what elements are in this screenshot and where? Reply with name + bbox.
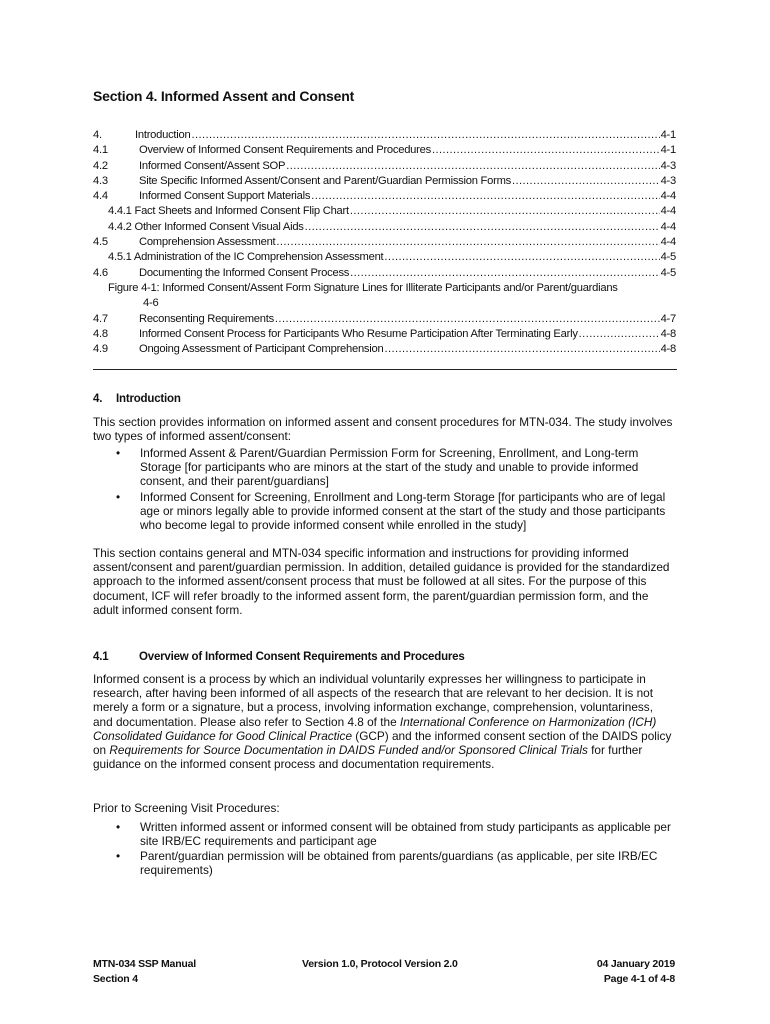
toc-title: 4.4.1 Fact Sheets and Informed Consent Flip Chart — [108, 205, 349, 218]
toc-entry[interactable] — [93, 250, 676, 265]
toc-entry[interactable] — [93, 128, 676, 143]
toc-leader — [350, 266, 659, 281]
section-title: Section 4. Informed Assent and Consent — [93, 88, 355, 104]
toc-title: 4.5.1 Administration of the IC Comprehension Assessment — [108, 251, 384, 264]
daids-policy-title: Requirements for Source Documentation in DAIDS Funded and/or Sponsored Clinical Trials — [109, 743, 588, 758]
footer-right — [597, 957, 675, 986]
toc-leader — [432, 143, 660, 158]
toc-page: 4-1 — [660, 129, 676, 141]
toc-divider — [93, 369, 677, 370]
toc-page: 4-1 — [660, 144, 676, 157]
toc-entry[interactable] — [93, 204, 676, 219]
toc-entry[interactable] — [93, 235, 676, 250]
footer-section: Section 4 — [93, 972, 138, 985]
list-item-text: Parent/guardian permission will be obtained from parents/guardians (as applicable, per site IRB/EC requirements) — [140, 849, 658, 878]
list-item — [116, 849, 672, 877]
paragraph-text: for further guidance on the informed consent process and documentation requirements. — [93, 743, 643, 772]
toc-title: 4.4.2 Other Informed Consent Visual Aids — [108, 220, 304, 233]
footer-manual: MTN-034 SSP Manual — [93, 958, 196, 970]
heading-text: Overview of Informed Consent Requirements and Procedures — [139, 651, 465, 663]
toc-leader — [350, 204, 660, 219]
toc-page: 4-4 — [660, 236, 676, 249]
toc-leader — [305, 220, 660, 235]
toc-entry[interactable] — [93, 189, 676, 204]
toc-page: 4-7 — [660, 312, 676, 325]
toc-leader — [191, 128, 659, 143]
toc-entry[interactable] — [93, 143, 676, 158]
toc-title: Ongoing Assessment of Participant Comprehension — [139, 343, 384, 356]
toc-entry[interactable] — [93, 174, 676, 189]
toc-entry[interactable] — [93, 342, 676, 357]
list-item-text: Informed Assent & Parent/Guardian Permission Form for Screening, Enrollment, and Long-term Storage [for participants who are minors at the start of the study and unable to provide informed consent, and their parent/guardians] — [140, 446, 639, 489]
heading-text: Introduction — [116, 393, 181, 405]
toc-title: Site Specific Informed Assent/Consent and Parent/Guardian Permission Forms — [139, 174, 512, 187]
table-of-contents — [93, 128, 676, 357]
paragraph-text: (GCP) and the informed consent section of the DAIDS policy on — [93, 728, 672, 758]
list-item-text: Written informed assent or informed consent will be obtained from study participants as applicable per site IRB/EC requirements and participant age — [140, 820, 671, 849]
overview-paragraph — [93, 672, 673, 771]
toc-leader — [384, 250, 659, 265]
list-item — [116, 820, 672, 848]
toc-number: 4.5 — [93, 236, 108, 249]
toc-page: 4-4 — [660, 220, 676, 233]
toc-page: 4-4 — [660, 190, 676, 203]
toc-entry[interactable] — [93, 220, 676, 235]
toc-number: 4.2 — [93, 159, 108, 172]
bullet-icon: • — [116, 820, 121, 834]
toc-title: Reconsenting Requirements — [139, 312, 274, 325]
toc-leader — [276, 235, 659, 250]
toc-entry[interactable] — [93, 159, 676, 174]
toc-figure-entry[interactable] — [93, 281, 676, 296]
toc-number: 4.7 — [93, 312, 108, 325]
toc-number: 4.3 — [93, 174, 108, 187]
prior-screening-label: Prior to Screening Visit Procedures: — [93, 801, 280, 815]
toc-title: Informed Consent Support Materials — [139, 190, 311, 203]
heading-number: 4. — [93, 393, 103, 405]
toc-entry[interactable] — [93, 266, 676, 281]
toc-number: 4. — [93, 129, 102, 141]
bullet-icon: • — [116, 446, 121, 460]
toc-title: Comprehension Assessment — [139, 236, 276, 249]
footer-page-number: Page 4-1 of 4-8 — [603, 972, 675, 985]
footer-date: 04 January 2019 — [596, 958, 675, 970]
list-item — [116, 490, 672, 533]
toc-entry[interactable] — [93, 312, 676, 327]
ich-gcp-title: International Conference on Harmonization (ICH) Consolidated Guidance for Good Clinical Practice — [93, 714, 657, 743]
toc-page: 4-6 — [143, 297, 159, 310]
list-item-text: Informed Consent for Screening, Enrollment and Long-term Storage [for participants who are of legal age or minors legally able to provide informed consent at the start of the study and those participants who become legal to provide informed consent while enrolled in the study] — [140, 490, 666, 533]
toc-leader — [275, 312, 660, 327]
toc-page: 4-5 — [660, 266, 676, 279]
bullet-icon: • — [116, 849, 121, 863]
toc-number: 4.4 — [93, 190, 108, 203]
toc-number: 4.9 — [93, 343, 108, 356]
toc-title: Documenting the Informed Consent Process — [139, 266, 350, 279]
bullet-icon: • — [116, 490, 121, 504]
heading-number: 4.1 — [93, 651, 109, 663]
toc-entry[interactable] — [93, 327, 676, 342]
toc-number: 4.8 — [93, 327, 108, 340]
toc-title: Overview of Informed Consent Requirements and Procedures — [139, 144, 431, 157]
intro-heading — [93, 393, 181, 405]
footer-version: Version 1.0, Protocol Version 2.0 — [302, 958, 458, 970]
footer-left — [93, 957, 196, 986]
toc-number: 4.6 — [93, 266, 108, 279]
toc-page: 4-3 — [660, 159, 676, 172]
toc-title: Informed Consent Process for Participants Who Resume Participation After Terminating Early — [139, 327, 578, 340]
toc-leader — [286, 159, 659, 174]
intro-paragraph: This section provides information on informed assent and consent procedures for MTN-034. The study involves two types of informed assent/consent: — [93, 415, 673, 444]
toc-title: Introduction — [135, 129, 191, 141]
toc-page: 4-5 — [660, 251, 676, 264]
toc-page: 4-8 — [660, 343, 676, 356]
toc-page: 4-3 — [660, 174, 676, 187]
intro-paragraph-2: This section contains general and MTN-034 specific information and instructions for providing informed assent/consent and parent/guardian permission. In addition, detailed guidance is provided for the standardized approach to the informed assent/consent process that must be followed at all sites. For the purpose of this document, ICF will refer broadly to the informed assent form, the parent/guardian permission form, and the adult informed consent form. — [93, 546, 670, 617]
list-item — [116, 446, 672, 489]
toc-leader — [579, 327, 660, 342]
overview-heading — [93, 651, 465, 663]
toc-page: 4-4 — [660, 205, 676, 218]
toc-number: 4.1 — [93, 144, 108, 157]
toc-figure-page-line — [93, 296, 676, 311]
toc-figure-title: Figure 4-1: Informed Consent/Assent Form Signature Lines for Illiterate Participants and/or Parent/guardians — [108, 281, 618, 294]
toc-leader — [311, 189, 659, 204]
toc-leader — [512, 174, 660, 189]
paragraph-text: Informed consent is a process by which an individual voluntarily expresses her willingness to participate in research, after having been informed of all aspects of the research that are relevant to her decision. It is not merely a form or a signature, but a process, involving information exchange, comprehension, voluntariness, and documentation. Please also refer to Section 4.8 of the — [93, 672, 654, 729]
toc-title: Informed Consent/Assent SOP — [139, 159, 286, 172]
toc-page: 4-8 — [660, 327, 676, 340]
toc-leader — [384, 342, 659, 357]
